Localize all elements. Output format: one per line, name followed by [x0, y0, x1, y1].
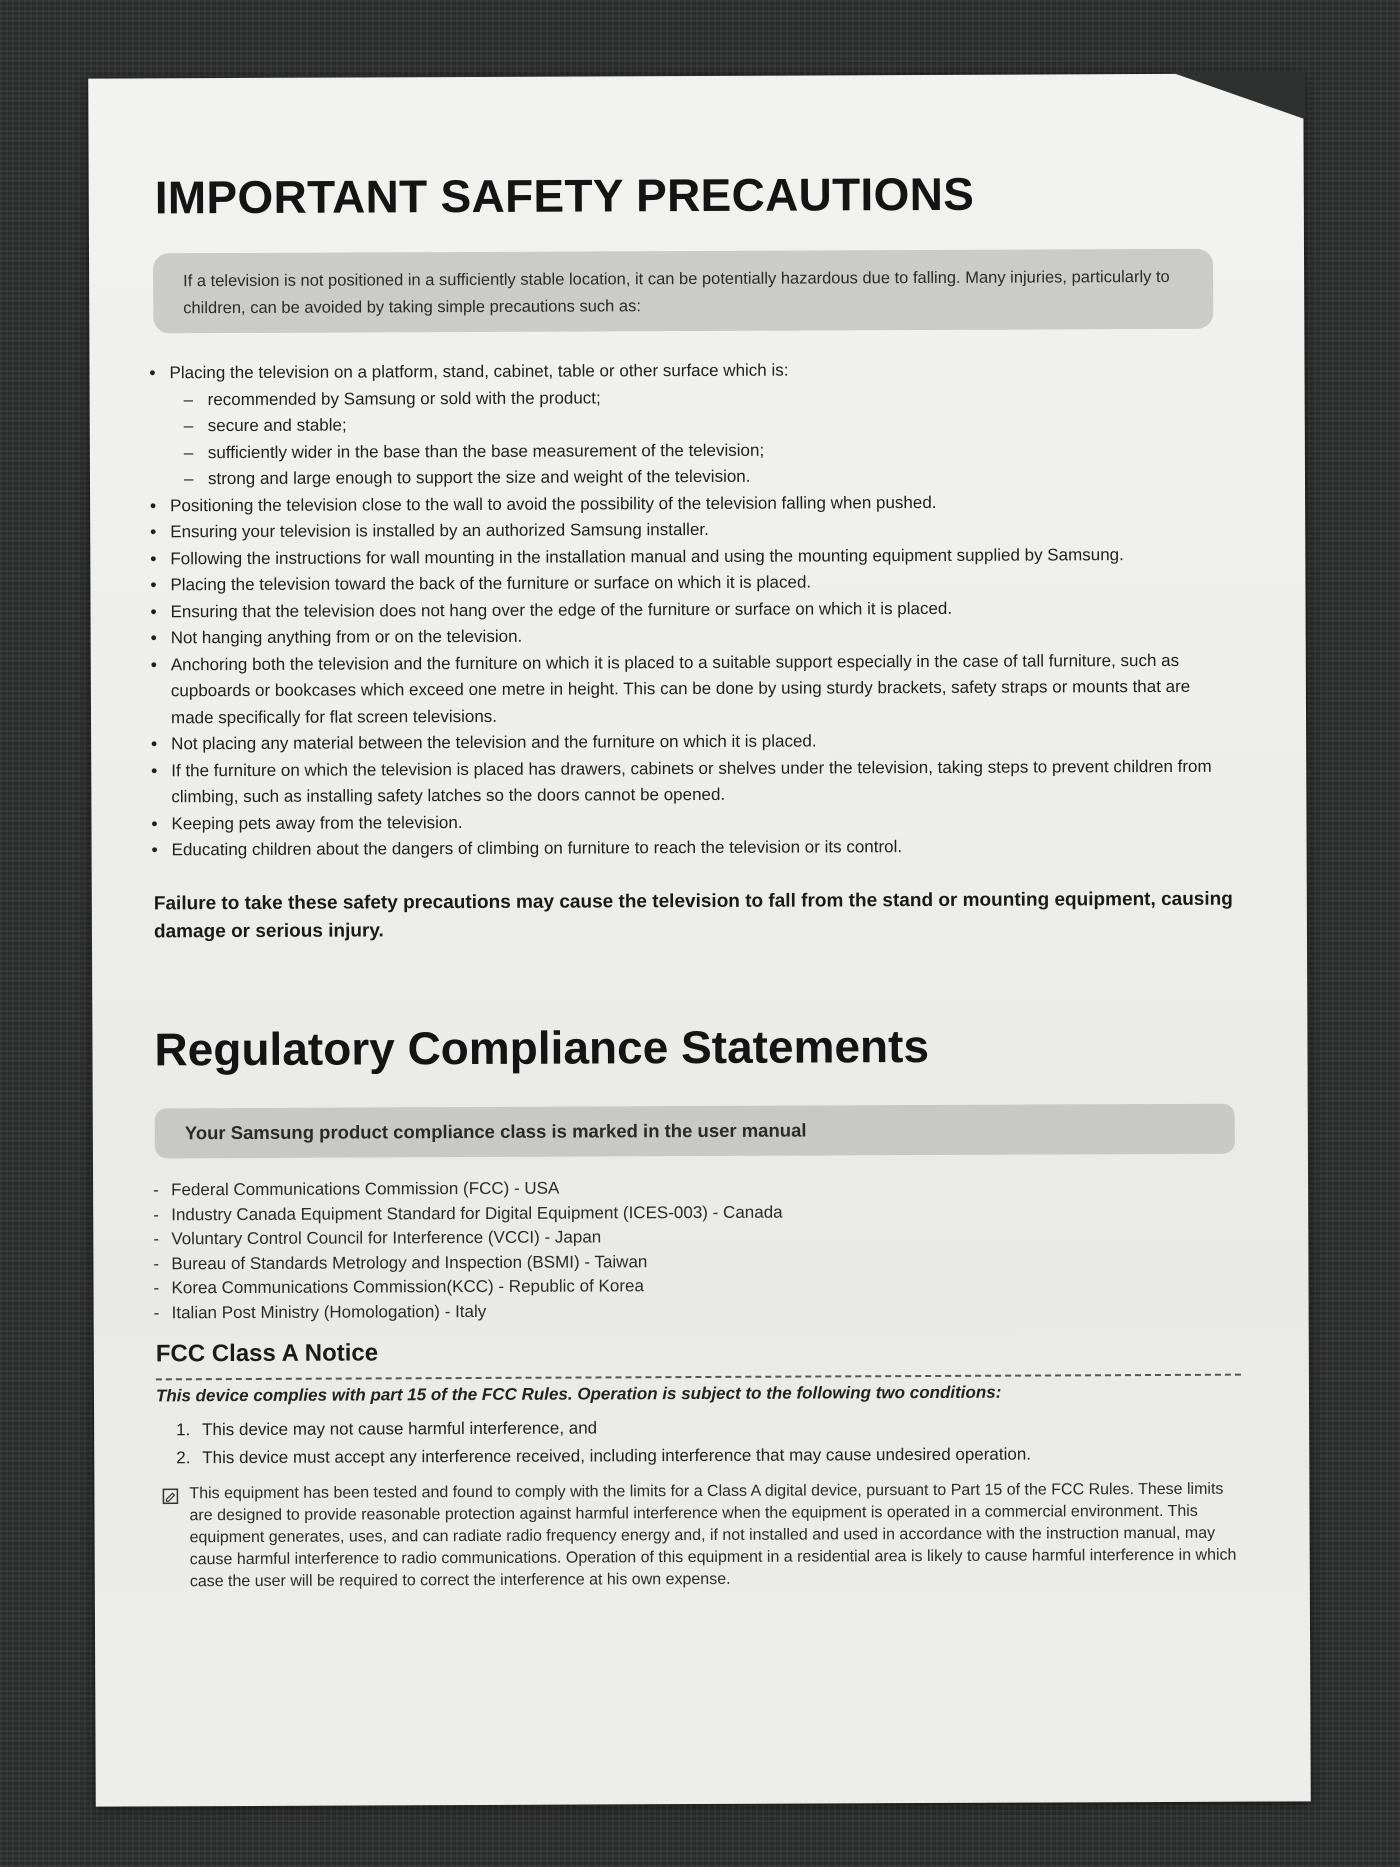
dash-icon: - [153, 1278, 160, 1298]
sub-list-item-text: recommended by Samsung or sold with the product; [207, 387, 601, 409]
list-item-text: Not hanging anything from or on the television. [170, 626, 523, 648]
agency-text: Federal Communications Commission (FCC) - USA [171, 1178, 560, 1200]
bullet-icon: • [149, 363, 156, 383]
sub-list-item-text: strong and large enough to support the size and weight of the television. [207, 466, 751, 489]
dashed-divider [156, 1374, 1241, 1381]
regulatory-title: Regulatory Compliance Statements [154, 1019, 930, 1076]
list-item [153, 1225, 782, 1252]
list-item-text: Ensuring your television is installed by an authorized Samsung installer. [170, 519, 709, 542]
list-number: 2. [176, 1448, 191, 1468]
sub-list-item-text: sufficiently wider in the base than the base measurement of the television; [207, 440, 765, 462]
list-item [153, 1274, 782, 1301]
list-item [151, 647, 1231, 731]
fcc-lead-text: This device complies with part 15 of the FCC Rules. Operation is subject to the following two conditions: [155, 1382, 1002, 1406]
list-item-text: Placing the television on a platform, stand, cabinet, table or other surface which is: [169, 360, 789, 383]
document-page [88, 73, 1311, 1806]
list-item [153, 1249, 782, 1276]
list-item-text: Positioning the television close to the wall to avoid the possibility of the television falling when pushed. [170, 492, 937, 515]
dash-icon: - [153, 1229, 160, 1249]
fcc-notice-title: FCC Class A Notice [155, 1339, 379, 1368]
list-item-text: Keeping pets away from the television. [171, 812, 463, 833]
note-icon [162, 1488, 178, 1504]
condition-text: This device may not cause harmful interference, and [202, 1418, 598, 1440]
dash-icon: - [153, 1180, 159, 1200]
safety-warning: Failure to take these safety precautions may cause the television to fall from the stand or mounting equipment, causing damage or serious injury. [153, 888, 1233, 943]
agency-text: Korea Communications Commission(KCC) - Republic of Korea [171, 1276, 644, 1298]
list-item-text: Placing the television toward the back of the furniture or surface on which it is placed. [170, 572, 812, 595]
bullet-icon: • [150, 654, 157, 674]
list-item-text: If the furniture on which the television is placed has drawers, cabinets or shelves under the television, taking steps to prevent children from climbing, such as installing safety latches so the doors cannot be opened. [171, 756, 1212, 807]
sub-list-item-text: secure and stable; [207, 415, 347, 436]
agency-text: Italian Post Ministry (Homologation) - Italy [171, 1301, 487, 1322]
dash-icon: – [183, 389, 194, 409]
bullet-icon: • [150, 601, 157, 621]
list-item-text: Following the instructions for wall mounting in the installation manual and using the mounting equipment supplied by Samsung. [170, 544, 1124, 568]
dash-icon: - [153, 1253, 160, 1273]
list-item [176, 1441, 1031, 1473]
bullet-icon: • [150, 495, 157, 515]
dash-icon: - [153, 1204, 159, 1224]
agency-list [153, 1176, 783, 1326]
safety-title: IMPORTANT SAFETY PRECAUTIONS [154, 167, 975, 224]
surface-requirements-list [170, 382, 1230, 493]
bullet-icon: • [150, 628, 157, 648]
fcc-note-text: This equipment has been tested and found to comply with the limits for a Class A digital device, pursuant to Part 15 of the FCC Rules. These limits are designed to provide reasonable protection against harmful interference when the equipment is operated in a commercial environment. This equipment generates, uses, and can radiate radio frequency energy and, if not installed and used in accordance with the instruction manual, may cause harmful interference to radio communications. Operation of this equipment in a residential area is likely to cause harmful interference in which case the user will be required to correct the interference at his own expense. [189, 1480, 1237, 1591]
bullet-icon: • [151, 734, 158, 754]
list-item [153, 1200, 782, 1227]
condition-text: This device must accept any interference received, including interference that may cause undesired operation. [202, 1444, 1032, 1468]
agency-text: Industry Canada Equipment Standard for Digital Equipment (ICES-003) - Canada [171, 1202, 783, 1224]
list-item [153, 1176, 782, 1203]
agency-text: Voluntary Control Council for Interference (VCCI) - Japan [171, 1227, 602, 1249]
list-item-text: Not placing any material between the television and the furniture on which it is placed. [171, 731, 817, 754]
bullet-icon: • [150, 575, 157, 595]
dash-icon: - [153, 1302, 160, 1322]
bullet-icon: • [150, 522, 157, 542]
bullet-icon: • [151, 840, 158, 860]
list-item-text: Educating children about the dangers of climbing on furniture to reach the television or its control. [171, 837, 903, 860]
list-item [149, 356, 1230, 493]
dash-icon: – [183, 469, 194, 489]
safety-intro-box [153, 249, 1213, 334]
list-item [151, 753, 1231, 811]
dash-icon: – [183, 442, 194, 462]
list-item [154, 1298, 783, 1325]
dash-icon: – [183, 416, 194, 436]
bullet-icon: • [151, 813, 158, 833]
compliance-class-note: Your Samsung product compliance class is marked in the user manual [184, 1119, 807, 1144]
compliance-class-box [155, 1104, 1235, 1159]
agency-text: Bureau of Standards Metrology and Inspection (BSMI) - Taiwan [171, 1251, 648, 1273]
safety-intro-text: If a television is not positioned in a sufficiently stable location, it can be potentially hazardous due to falling. Many injuries, particularly to children, can be avoided by taking simple precautions such as: [183, 267, 1170, 318]
folded-corner [1170, 71, 1305, 120]
fcc-conditions-list [176, 1413, 1031, 1473]
list-number: 1. [176, 1420, 191, 1440]
list-item [152, 833, 1232, 864]
safety-precautions-list [149, 356, 1231, 864]
list-item-text: Anchoring both the television and the furniture on which it is placed to a suitable support especially in the case of tall furniture, such as cupboards or bookcases which exceed one metre in height. This can be done by using sturdy brackets, safety straps or mounts that are made specifically for flat screen televisions. [170, 650, 1191, 727]
bullet-icon: • [150, 548, 157, 568]
list-item [176, 1413, 1031, 1445]
bullet-icon: • [151, 760, 158, 780]
list-item-text: Ensuring that the television does not hang over the edge of the furniture or surface on which it is placed. [170, 598, 953, 621]
